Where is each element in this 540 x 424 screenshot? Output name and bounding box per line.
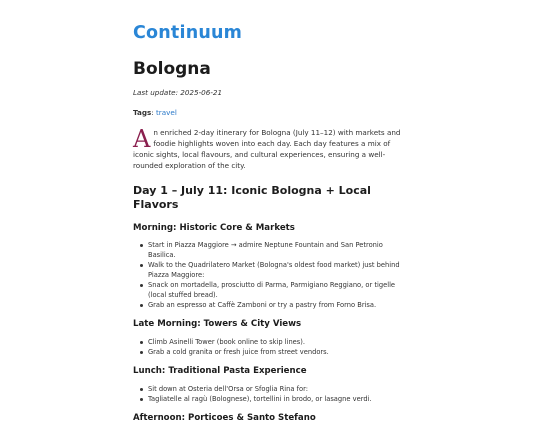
section-list-late-morning: [133, 337, 405, 357]
list-item: Start in Piazza Maggiore → admire Neptune Fountain and San Petronio Basilica.: [133, 240, 405, 260]
section-heading-afternoon: Afternoon: Porticoes & Santo Stefano: [133, 413, 316, 423]
list-item: Sit down at Osteria dell'Orsa or Sfoglia Rina for:: [133, 384, 405, 394]
tags-label: Tags: [133, 108, 152, 117]
list-item: Climb Asinelli Tower (book online to skip lines).: [133, 337, 405, 347]
section-heading-morning: Morning: Historic Core & Markets: [133, 223, 295, 233]
section-list-morning: [133, 240, 405, 310]
page-title: Bologna: [133, 59, 211, 79]
intro-paragraph: [133, 127, 405, 171]
day1-heading: Day 1 – July 11: Iconic Bologna + Local Flavors: [133, 184, 371, 211]
dropcap: A: [133, 125, 151, 153]
tags-line: Tags: travel: [133, 108, 177, 117]
list-item: Snack on mortadella, prosciutto di Parma, Parmigiano Reggiano, or tigelle (local stuffed bread).: [133, 280, 405, 300]
tag-link-travel[interactable]: travel: [155, 108, 177, 117]
list-item: Grab an espresso at Caffè Zamboni or try a pastry from Forno Brisa.: [133, 300, 405, 310]
article: [133, 58, 405, 424]
last-update: Last update: 2025-06-21: [133, 88, 223, 97]
list-item: Grab a cold granita or fresh juice from street vendors.: [133, 347, 405, 357]
list-item: Walk to the Quadrilatero Market (Bologna's oldest food market) just behind Piazza Maggiore:: [133, 260, 405, 280]
section-list-lunch: [133, 384, 405, 404]
section-heading-lunch: Lunch: Traditional Pasta Experience: [133, 366, 307, 376]
section-heading-late-morning: Late Morning: Towers & City Views: [133, 319, 302, 329]
intro-text: n enriched 2-day itinerary for Bologna (July 11–12) with markets and foodie highlights woven into each day. Each day features a mix of iconic sights, local flavours, and cultural experiences, ensuring a well-rounded exploration of the city.: [133, 128, 401, 170]
list-item: Tagliatelle al ragù (Bolognese), tortellini in brodo, or lasagne verdi.: [133, 394, 405, 404]
site-logo[interactable]: Continuum: [133, 23, 243, 43]
